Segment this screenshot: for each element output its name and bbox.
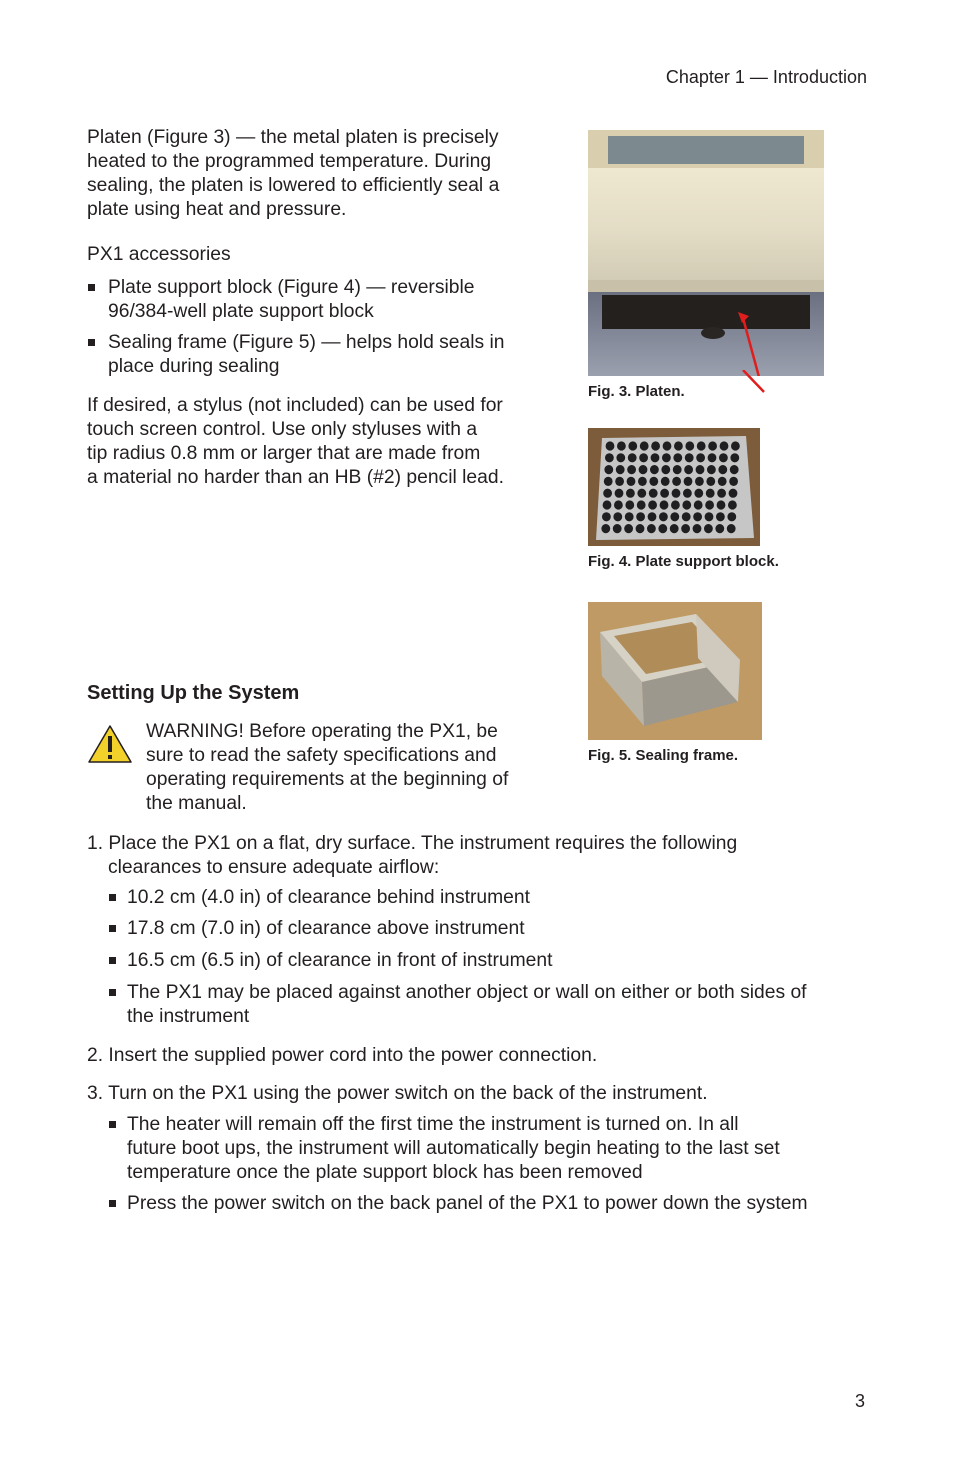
platen-term: Platen xyxy=(87,127,142,148)
plate-support-block-photo xyxy=(588,428,760,546)
plate-well xyxy=(697,441,706,450)
sealing-frame-photo xyxy=(588,602,762,740)
warning-line-3: operating requirements at the beginning of xyxy=(146,769,509,790)
plate-well xyxy=(683,489,692,498)
warning-icon xyxy=(87,724,133,764)
stylus-line-2: touch screen control. Use only styluses with a xyxy=(87,419,478,440)
stylus-line-3: tip radius 0.8 mm or larger that are made from xyxy=(87,443,481,464)
accessory-line-2: 96/384-well plate support block xyxy=(108,301,374,322)
plate-well xyxy=(626,489,635,498)
plate-well xyxy=(627,465,636,474)
plate-well xyxy=(696,453,705,462)
plate-well xyxy=(627,477,636,486)
accessory-line-2: place during sealing xyxy=(108,356,280,377)
running-header: Chapter 1 — Introduction xyxy=(665,67,867,87)
plate-well xyxy=(625,512,634,521)
plate-well xyxy=(694,489,703,498)
plate-well xyxy=(640,441,649,450)
plate-well xyxy=(606,441,615,450)
warning-term: WARNING! xyxy=(146,721,244,742)
plate-well xyxy=(603,489,612,498)
plate-well xyxy=(625,500,634,509)
plate-well xyxy=(649,477,658,486)
plate-well xyxy=(628,453,637,462)
plate-well xyxy=(685,441,694,450)
plate-well xyxy=(659,512,668,521)
plate-well xyxy=(636,512,645,521)
plate-well xyxy=(604,477,613,486)
plate-well xyxy=(728,500,737,509)
plate-well xyxy=(729,477,738,486)
plate-well xyxy=(604,465,613,474)
plate-well xyxy=(715,524,724,533)
plate-well xyxy=(637,489,646,498)
plate-well xyxy=(708,453,717,462)
platen-photo xyxy=(588,130,824,376)
platen-paragraph xyxy=(87,126,557,222)
warning-line-4: the manual. xyxy=(146,793,247,814)
stylus-line-1: If desired, a stylus (not included) can be used for xyxy=(87,395,503,416)
plate-well xyxy=(636,524,645,533)
plate-well xyxy=(693,524,702,533)
plate-well xyxy=(681,524,690,533)
step-3: 3. Turn on the PX1 using the power switch on the back of the instrument. xyxy=(87,1083,708,1104)
plate-well xyxy=(672,489,681,498)
bullet-marker xyxy=(88,284,95,291)
warning-line-2: sure to read the safety specifications and xyxy=(146,745,497,766)
plate-well xyxy=(719,453,728,462)
platen-line-3: sealing, the platen is lowered to efficiently seal a xyxy=(87,175,500,196)
bullet-marker xyxy=(109,957,116,964)
accessory-item-plate-support-block xyxy=(108,276,548,324)
plate-well xyxy=(727,512,736,521)
plate-well xyxy=(658,524,667,533)
plate-well xyxy=(617,441,626,450)
plate-well xyxy=(613,524,622,533)
accessory-term: Sealing frame xyxy=(108,332,227,353)
plate-well xyxy=(674,441,683,450)
page-number: 3 xyxy=(855,1391,866,1411)
plate-well xyxy=(651,453,660,462)
plate-well xyxy=(651,441,660,450)
platen-line-4: plate using heat and pressure. xyxy=(87,199,347,220)
plate-well xyxy=(693,512,702,521)
plate-well xyxy=(705,500,714,509)
accessories-heading: PX1 accessories xyxy=(87,244,231,265)
plate-well xyxy=(705,512,714,521)
plate-well xyxy=(682,512,691,521)
plate-well xyxy=(730,453,739,462)
plate-well xyxy=(716,512,725,521)
plate-well xyxy=(613,512,622,521)
plate-well xyxy=(708,441,717,450)
plate-well xyxy=(624,524,633,533)
plate-well xyxy=(670,524,679,533)
plate-well xyxy=(639,453,648,462)
plate-well xyxy=(720,441,729,450)
plate-well xyxy=(718,465,727,474)
accessory-term: Plate support block xyxy=(108,277,272,298)
plate-well xyxy=(730,465,739,474)
plate-well xyxy=(684,465,693,474)
plate-well xyxy=(647,524,656,533)
plate-well xyxy=(648,500,657,509)
plate-well xyxy=(639,465,648,474)
step-3-bullet-line-1: The heater will remain off the first time the instrument is turned on. In all xyxy=(127,1114,739,1135)
platen-line-2: heated to the programmed temperature. During xyxy=(87,151,492,172)
plate-well xyxy=(602,512,611,521)
stylus-line-4: a material no harder than an HB (#2) pencil lead. xyxy=(87,467,504,488)
plate-well xyxy=(706,477,715,486)
step-3-bullet xyxy=(127,1113,867,1185)
plate-well xyxy=(706,489,715,498)
clearance-line-2: the instrument xyxy=(127,1006,250,1027)
plate-well xyxy=(649,489,658,498)
plate-well xyxy=(661,477,670,486)
plate-well xyxy=(718,477,727,486)
stylus-paragraph xyxy=(87,394,557,490)
plate-well xyxy=(670,512,679,521)
plate-well xyxy=(661,465,670,474)
step-1-line-2: clearances to ensure adequate airflow: xyxy=(108,857,440,878)
warning-line-1: Before operating the PX1, be xyxy=(243,721,498,742)
plate-well xyxy=(717,489,726,498)
plate-well xyxy=(685,453,694,462)
plate-well xyxy=(729,489,738,498)
plate-well xyxy=(694,500,703,509)
clearance-item xyxy=(127,981,867,1029)
clearance-line-1: The PX1 may be placed against another object or wall on either or both sides of xyxy=(127,982,807,1003)
step-1 xyxy=(87,832,877,880)
plate-well xyxy=(671,500,680,509)
plate-well xyxy=(660,500,669,509)
pointer-arrow xyxy=(740,370,770,396)
plate-well xyxy=(615,477,624,486)
warning-text xyxy=(146,720,546,816)
clearance-item: 17.8 cm (7.0 in) of clearance above instrument xyxy=(127,918,525,939)
bullet-marker xyxy=(109,925,116,932)
section-heading: Setting Up the System xyxy=(87,682,300,704)
bullet-marker xyxy=(88,339,95,346)
plate-well xyxy=(638,477,647,486)
plate-well xyxy=(662,453,671,462)
bullet-marker xyxy=(109,894,116,901)
plate-well xyxy=(704,524,713,533)
plate-well xyxy=(648,512,657,521)
step-2: 2. Insert the supplied power cord into the power connection. xyxy=(87,1045,598,1066)
plate-well xyxy=(717,500,726,509)
bullet-marker xyxy=(109,1121,116,1128)
step-1-line-1: 1. Place the PX1 on a flat, dry surface. The instrument requires the following xyxy=(87,833,738,854)
plate-well xyxy=(637,500,646,509)
plate-well xyxy=(696,465,705,474)
plate-well xyxy=(663,441,672,450)
plate-well xyxy=(731,441,740,450)
accessory-line-1: (Figure 5) — helps hold seals in xyxy=(226,332,505,353)
accessory-line-1: (Figure 4) — reversible xyxy=(272,277,475,298)
plate-well xyxy=(616,453,625,462)
plate-well xyxy=(673,465,682,474)
bullet-marker xyxy=(109,989,116,996)
plate-well xyxy=(615,489,624,498)
plate-well xyxy=(660,489,669,498)
step-3-bullet-line-2: future boot ups, the instrument will automatically begin heating to the last set xyxy=(127,1138,780,1159)
plate-well xyxy=(695,477,704,486)
accessory-item-sealing-frame xyxy=(108,331,548,379)
clearance-item: 16.5 cm (6.5 in) of clearance in front of instrument xyxy=(127,950,553,971)
plate-well xyxy=(616,465,625,474)
step-3-bullet-line-3: temperature once the plate support block has been removed xyxy=(127,1162,643,1183)
plate-well xyxy=(614,500,623,509)
platen-line-1: (Figure 3) — the metal platen is precisely xyxy=(141,127,499,148)
plate-well xyxy=(603,500,612,509)
plate-well xyxy=(727,524,736,533)
plate-well xyxy=(605,453,614,462)
plate-well xyxy=(601,524,610,533)
plate-well xyxy=(673,453,682,462)
plate-well xyxy=(650,465,659,474)
plate-well xyxy=(707,465,716,474)
plate-well xyxy=(628,441,637,450)
figure-3-caption: Fig. 3. Platen. xyxy=(588,383,685,400)
figure-4-caption: Fig. 4. Plate support block. xyxy=(588,553,779,570)
clearance-item: 10.2 cm (4.0 in) of clearance behind instrument xyxy=(127,887,530,908)
plate-well xyxy=(684,477,693,486)
plate-well xyxy=(682,500,691,509)
step-3-bullet: Press the power switch on the back panel of the PX1 to power down the system xyxy=(127,1193,808,1214)
plate-well xyxy=(672,477,681,486)
bullet-marker xyxy=(109,1200,116,1207)
figure-5-caption: Fig. 5. Sealing frame. xyxy=(588,747,739,764)
